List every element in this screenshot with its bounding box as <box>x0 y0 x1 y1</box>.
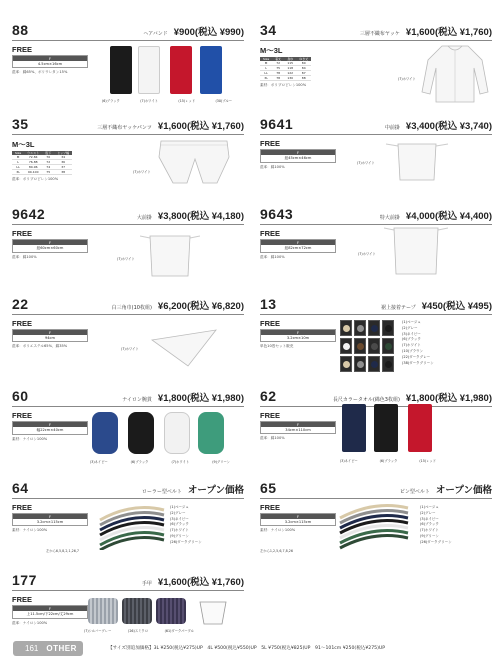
size-range: FREE <box>12 319 33 328</box>
size-spec <box>12 329 88 342</box>
color-label: (26)スミクロ <box>128 629 149 633</box>
spec-value: 紐82cm×72cm <box>284 246 312 250</box>
product-9642 <box>12 206 244 260</box>
product-header <box>12 116 244 135</box>
spec-head: F <box>261 514 335 519</box>
towel-red <box>408 404 432 452</box>
color-label: (7)ホワイト <box>140 99 158 103</box>
product-price: オープン価格 <box>187 485 244 496</box>
material: 素材：ナイロン100% <box>12 528 48 532</box>
product-header <box>260 480 492 499</box>
size-spec <box>12 605 88 619</box>
table-header: ゆき丈 <box>296 57 311 61</box>
spec-value: 94cm <box>44 336 56 340</box>
product-price: ¥1,800(税込 ¥1,980) <box>157 393 244 404</box>
product-header <box>12 388 244 407</box>
color-label: (30)ブルー <box>215 99 232 103</box>
spec-head: F <box>261 150 335 155</box>
swatch-red <box>170 46 192 94</box>
spec-head: F <box>13 606 87 611</box>
color-label: (7)ホワイト <box>398 77 416 81</box>
product-price: ¥1,600(税込 ¥1,760) <box>405 27 492 38</box>
material: 混率：ナイロン100% <box>12 621 48 625</box>
color-item: (6)ブラック <box>170 522 189 527</box>
category-label: OTHER <box>46 644 77 653</box>
product-price: ¥4,000(税込 ¥4,400) <box>405 211 492 222</box>
product-code: 13 <box>260 296 277 312</box>
color-label: (7)ホワイト <box>117 257 135 261</box>
tape-roll <box>340 356 352 372</box>
product-name: ピン型ベルト <box>399 489 430 495</box>
apron-image <box>384 140 450 184</box>
product-note: 左から1,2,5,6,7,8,26 <box>260 549 293 553</box>
apron-image <box>384 224 448 278</box>
color-item: (1)ベージュ <box>402 320 421 324</box>
color-item: (7)ホワイト <box>402 343 421 348</box>
size-range: FREE <box>12 229 33 238</box>
product-name: 三層不織布ヤッケパンツ <box>97 125 152 131</box>
color-item: (10)ブラウン <box>402 348 424 353</box>
product-name: 裾上接着テープ <box>381 305 416 311</box>
material: 混率：綿65%、ポリウレタン15% <box>12 70 68 74</box>
material: 混率：綿100% <box>260 436 285 440</box>
material: 混率：ポリエステル65%、綿35% <box>12 344 68 348</box>
product-name: 特大前掛 <box>379 215 400 221</box>
color-labels <box>90 459 230 464</box>
spec-value: 3.2cm×10m <box>286 336 310 340</box>
material: 素材：ポリプロピレン100% <box>260 83 307 87</box>
spec-value: 上11.5cm/下22cm/丈29cm <box>26 612 74 616</box>
product-code: 9641 <box>260 116 294 132</box>
size-spec <box>260 513 336 526</box>
product-note: 単色10巻セット販売 <box>260 344 294 348</box>
gauntlet-sumikuro <box>122 598 152 624</box>
spec-value: 4.5cm×16cm <box>37 62 63 66</box>
color-label: (6)ブラック <box>102 99 120 103</box>
product-header <box>260 22 492 41</box>
gauntlet-dark-purple <box>156 598 186 624</box>
product-header <box>12 572 244 591</box>
product-header <box>260 116 492 135</box>
product-price: ¥3,400(税込 ¥3,740) <box>405 121 492 132</box>
size-spec <box>260 149 336 163</box>
product-name: ナイロン腕貫 <box>122 397 152 403</box>
table-header: 身巾 <box>284 57 296 61</box>
color-label: (15)レッド <box>178 99 196 103</box>
table-header: Size <box>260 57 272 61</box>
color-list <box>170 505 202 546</box>
color-label: (7)ホワイト <box>171 460 190 464</box>
color-label: (7)シルバーグレー <box>84 629 112 633</box>
product-9641 <box>260 116 492 170</box>
material: 混率：綿100% <box>12 255 37 259</box>
color-item: (1)ベージュ <box>170 505 189 509</box>
swatch-blue <box>200 46 222 94</box>
product-price: ¥450(税込 ¥495) <box>421 301 492 312</box>
color-item: (9)グリーン <box>170 533 189 538</box>
color-label: (7)ホワイト <box>358 252 376 256</box>
product-price: ¥1,800(税込 ¥1,980) <box>405 393 492 404</box>
spec-head: F <box>13 514 87 519</box>
size-range: FREE <box>260 229 281 238</box>
table-row: M 72-84 70 34 <box>12 155 72 160</box>
sleeve-green <box>198 412 224 454</box>
product-code: 35 <box>12 116 29 132</box>
size-spec <box>260 421 336 434</box>
spec-head: F <box>13 56 87 61</box>
product-header <box>12 22 244 41</box>
color-item: (22)ダークグレー <box>402 354 431 359</box>
sleeve-navy <box>92 412 118 454</box>
color-item: (3)ネイビー <box>420 516 439 521</box>
color-item: (38)ダークグリーン <box>402 360 434 365</box>
color-label: (15)レッド <box>419 459 436 463</box>
spec-value: 3.2cm×115cm <box>36 520 64 524</box>
product-name: 中前掛 <box>384 125 400 131</box>
roller-belt-image <box>96 504 168 550</box>
spec-value: 紐45cm×46cm <box>284 156 312 160</box>
product-code: 88 <box>12 22 29 38</box>
product-header <box>12 296 244 315</box>
table-header: ウエスト <box>24 151 42 155</box>
product-price: オープン価格 <box>435 485 492 496</box>
product-price: ¥900(税込 ¥990) <box>173 27 244 38</box>
product-code: 177 <box>12 572 37 588</box>
size-table <box>260 57 311 81</box>
tape-roll <box>354 320 366 336</box>
spec-value: 紐60cm×60cm <box>36 246 64 250</box>
product-header <box>12 206 244 225</box>
size-range: FREE <box>260 503 281 512</box>
product-9643 <box>260 206 492 260</box>
size-range: FREE <box>260 411 281 420</box>
tape-roll <box>340 320 352 336</box>
size-range: FREE <box>12 411 33 420</box>
product-header <box>260 296 492 315</box>
apron-image <box>140 232 200 280</box>
product-name: 三層不織布ヤッケ <box>359 31 400 37</box>
color-label: (7)ホワイト <box>357 161 375 165</box>
product-code: 9642 <box>12 206 46 222</box>
swatch-black <box>110 46 132 94</box>
size-spec <box>12 513 88 526</box>
table-row: LL 80-96 74 37 <box>12 165 72 170</box>
size-range: FREE <box>260 139 281 148</box>
product-code: 22 <box>12 296 29 312</box>
color-labels <box>84 628 194 633</box>
spec-head: F <box>13 330 87 335</box>
color-list <box>402 320 434 366</box>
spec-value: 3.2cm×115cm <box>284 520 312 524</box>
spec-head: F <box>13 422 87 427</box>
towel-black <box>374 404 398 452</box>
size-range: M～3L <box>12 140 35 149</box>
color-item: (7)ホワイト <box>170 528 189 533</box>
color-labels <box>340 458 436 463</box>
material: 素材：ナイロン100% <box>260 528 296 532</box>
color-item: (1)ベージュ <box>420 505 439 509</box>
tape-roll <box>368 320 380 336</box>
material: 混率：綿100% <box>260 255 285 259</box>
product-name: 手甲 <box>141 581 152 587</box>
size-range: FREE <box>260 319 281 328</box>
color-item: (6)ブラック <box>420 522 439 527</box>
material: 混率：綿100% <box>260 165 285 169</box>
material: 混率：ポリプロピレン100% <box>12 177 59 181</box>
sleeve-white <box>164 412 190 454</box>
table-row: L 76-88 72 36 <box>12 160 72 165</box>
product-code: 62 <box>260 388 277 404</box>
color-label: (6)ブラック <box>130 460 149 464</box>
spec-head: F <box>261 422 335 427</box>
jacket-image <box>420 42 490 104</box>
size-spec <box>12 239 88 253</box>
tape-roll <box>368 338 380 354</box>
material: 素材：ナイロン100% <box>12 437 48 441</box>
table-header: 股下 <box>42 151 54 155</box>
product-code: 34 <box>260 22 277 38</box>
product-code: 64 <box>12 480 29 496</box>
color-item: (2)グレー <box>402 325 418 330</box>
color-label: (61)ダークパープル <box>164 629 194 633</box>
color-item: (26)ダークグリーン <box>170 539 202 544</box>
page-footer <box>0 640 500 657</box>
spec-head: F <box>261 330 335 335</box>
product-price: ¥6,200(税込 ¥6,820) <box>157 301 244 312</box>
color-label: (7)ホワイト <box>133 170 151 174</box>
size-spec <box>260 239 336 253</box>
pin-belt-image <box>336 502 412 552</box>
product-code: 60 <box>12 388 29 404</box>
page-tab <box>13 641 83 656</box>
gauntlet-diagram <box>196 598 230 630</box>
size-spec <box>12 55 88 68</box>
tape-roll <box>382 338 394 354</box>
triangle-cloth-image <box>148 326 220 370</box>
table-row: LL 78 122 87 <box>260 71 311 76</box>
table-header: ヒップ幅 <box>54 151 72 155</box>
table-row: 3L 78 130 88 <box>260 76 311 81</box>
product-name: ヘアバンド <box>143 31 168 37</box>
towel-navy <box>342 404 366 452</box>
color-item: (2)グレー <box>420 510 436 515</box>
product-price: ¥1,600(税込 ¥1,760) <box>157 577 244 588</box>
color-item: (3)ネイビー <box>402 331 421 336</box>
color-item: (9)グリーン <box>420 533 439 538</box>
spec-head: F <box>261 240 335 245</box>
size-spec <box>260 329 336 342</box>
swatch-white <box>138 46 160 94</box>
table-header: Size <box>12 151 24 155</box>
tape-roll <box>354 338 366 354</box>
spec-value: 34cm×110cm <box>285 428 311 432</box>
product-code: 9643 <box>260 206 294 222</box>
pants-image <box>155 137 233 187</box>
size-range: FREE <box>12 503 33 512</box>
product-name: 大前掛 <box>136 215 152 221</box>
product-price: ¥3,800(税込 ¥4,180) <box>157 211 244 222</box>
spec-value: 幅22cm×40cm <box>36 428 64 432</box>
color-item: (6)ブラック <box>402 337 421 342</box>
table-row: L 75 118 84 <box>260 66 311 71</box>
tape-roll <box>368 356 380 372</box>
product-header <box>260 206 492 225</box>
table-row: M 72 115 80 <box>260 61 311 66</box>
size-range: M～3L <box>260 46 283 55</box>
tape-roll <box>340 338 352 354</box>
product-name: ローラー型ベルト <box>141 489 182 495</box>
color-label: (3)ネイビー <box>90 460 108 464</box>
color-labels <box>102 98 232 103</box>
color-item: (2)グレー <box>170 510 186 515</box>
color-label: (9)グリーン <box>212 460 230 464</box>
color-list <box>420 505 452 546</box>
size-range: FREE <box>12 45 33 54</box>
table-row: 3L 90-100 75 38 <box>12 170 72 175</box>
tape-roll <box>354 356 366 372</box>
color-label: (7)ホワイト <box>121 347 139 351</box>
product-price: ¥1,600(税込 ¥1,760) <box>157 121 244 132</box>
color-item: (7)ホワイト <box>420 528 439 533</box>
gauntlet-silver-gray <box>88 598 118 624</box>
product-header <box>12 480 244 499</box>
sleeve-black <box>128 412 154 454</box>
tape-roll <box>382 356 394 372</box>
size-table <box>12 151 72 175</box>
color-label: (3)ネイビー <box>340 459 358 463</box>
page-number: 161 <box>25 644 39 653</box>
product-code: 65 <box>260 480 277 496</box>
product-name: 白三角巾(10枚組) <box>111 305 152 311</box>
spec-head: F <box>13 240 87 245</box>
product-name: 長尺カラータオル(綿色3枚組) <box>332 397 400 403</box>
product-note: 左から6,5,8,2,1,26,7 <box>46 549 79 553</box>
table-header: 着丈 <box>272 57 284 61</box>
color-label: (6)ブラック <box>379 459 398 463</box>
tape-roll <box>382 320 394 336</box>
tape-rolls-image <box>340 320 398 376</box>
size-spec <box>12 421 88 435</box>
size-surcharge-note: 【サイズ別追加価格】3L ¥250(税込¥275)UP 4L ¥500(税込¥550)UP 5L ¥750(税込¥825)UP 91～101cm ¥250(税込¥275)UP <box>108 646 385 651</box>
color-item: (3)ネイビー <box>170 516 189 521</box>
color-item: (26)ダークグリーン <box>420 539 452 544</box>
size-range: FREE <box>12 595 33 604</box>
